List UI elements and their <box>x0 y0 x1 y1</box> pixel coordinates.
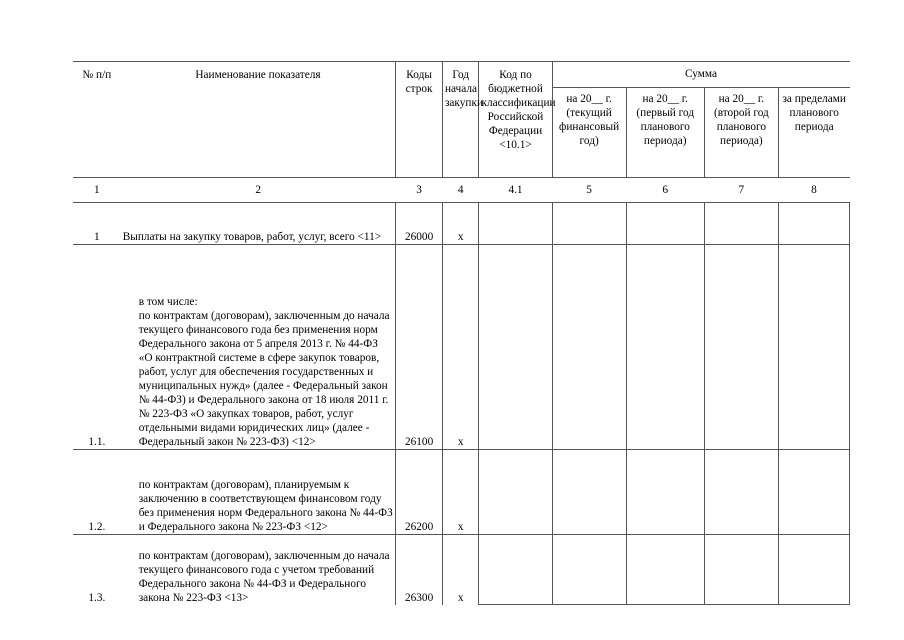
col-number: 2 <box>121 178 396 203</box>
row-year: x <box>442 245 479 450</box>
col-number: 8 <box>778 178 849 203</box>
cell-kbk <box>479 450 552 535</box>
row-code: 26000 <box>396 203 443 245</box>
cell-sum-first <box>626 450 704 535</box>
cell-sum-current <box>552 203 626 245</box>
row-year: x <box>442 535 479 605</box>
col-number: 6 <box>626 178 704 203</box>
cell-sum-first <box>626 245 704 450</box>
row-name: по контрактам (договорам), планируемым к заключению в соответствующем финансовом году без применения норм Федерального закона № 44-ФЗ и Федерального закона № 223-ФЗ <12> <box>121 450 396 535</box>
row-code: 26100 <box>396 245 443 450</box>
cell-sum-second <box>704 245 778 450</box>
table-row <box>73 450 850 535</box>
cell-sum-current <box>552 535 626 605</box>
cell-sum-beyond <box>778 245 849 450</box>
cell-kbk <box>479 535 552 605</box>
cell-kbk <box>479 245 552 450</box>
cell-sum-second <box>704 450 778 535</box>
row-code: 26200 <box>396 450 443 535</box>
cell-kbk <box>479 203 552 245</box>
header-sub-beyond: за пределами планового периода <box>778 88 849 178</box>
header-kbk: Код по бюджетной классификации Российской Федерации <10.1> <box>479 62 552 178</box>
budget-table <box>73 61 850 605</box>
cell-sum-first <box>626 203 704 245</box>
col-number: 7 <box>704 178 778 203</box>
row-name: Выплаты на закупку товаров, работ, услуг, всего <11> <box>121 203 396 245</box>
header-codes: Коды строк <box>396 62 443 178</box>
col-number: 5 <box>552 178 626 203</box>
col-number: 1 <box>73 178 121 203</box>
row-name: в том числе: по контрактам (договорам), заключенным до начала текущего финансового года без применения норм Федерального закона от 5 апреля 2013 г. № 44-ФЗ «О контрактной системе в сфере закупок товаров, работ, услуг для обеспечения государственных и муниципальных нужд» (далее - Федеральный закон № 44-ФЗ) и Федерального закона от 18 июля 2011 г. № 223-ФЗ «О закупках товаров, работ, услуг отдельными видами юридических лиц» (далее - Федеральный закон № 223-ФЗ) <12> <box>121 245 396 450</box>
column-numbers-row <box>73 178 850 203</box>
row-name: по контрактам (договорам), заключенным до начала текущего финансового года с учетом требований Федерального закона № 44-ФЗ и Федерального закона № 223-ФЗ <13> <box>138 549 390 604</box>
row-number: 1.2. <box>73 450 121 535</box>
cell-sum-first <box>626 535 704 605</box>
col-number: 4.1 <box>479 178 552 203</box>
row-number: 1 <box>73 203 121 245</box>
header-name: Наименование показателя <box>121 62 396 178</box>
cell-sum-second <box>704 535 778 605</box>
col-number: 4 <box>442 178 479 203</box>
header-sub-first: на 20__ г. (первый год планового периода) <box>626 88 704 178</box>
header-row-top <box>73 62 850 88</box>
row-year: x <box>442 203 479 245</box>
row-number: 1.1. <box>73 245 121 450</box>
header-sub-current: на 20__ г. (текущий финансовый год) <box>552 88 626 178</box>
header-sum: Сумма <box>552 62 849 88</box>
cell-sum-current <box>552 245 626 450</box>
cell-sum-beyond <box>778 203 849 245</box>
table-row <box>73 245 850 450</box>
cell-sum-beyond <box>778 450 849 535</box>
row-year: x <box>442 450 479 535</box>
table-row <box>73 203 850 245</box>
cell-sum-beyond <box>778 535 849 605</box>
table-row <box>73 535 850 605</box>
cell-sum-second <box>704 203 778 245</box>
row-code: 26300 <box>396 535 443 605</box>
header-sub-second: на 20__ г. (второй год планового периода) <box>704 88 778 178</box>
header-num: № п/п <box>73 62 121 178</box>
col-number: 3 <box>396 178 443 203</box>
header-year: Год начала закупки <box>442 62 479 178</box>
cell-sum-current <box>552 450 626 535</box>
row-number: 1.3. <box>88 591 106 604</box>
